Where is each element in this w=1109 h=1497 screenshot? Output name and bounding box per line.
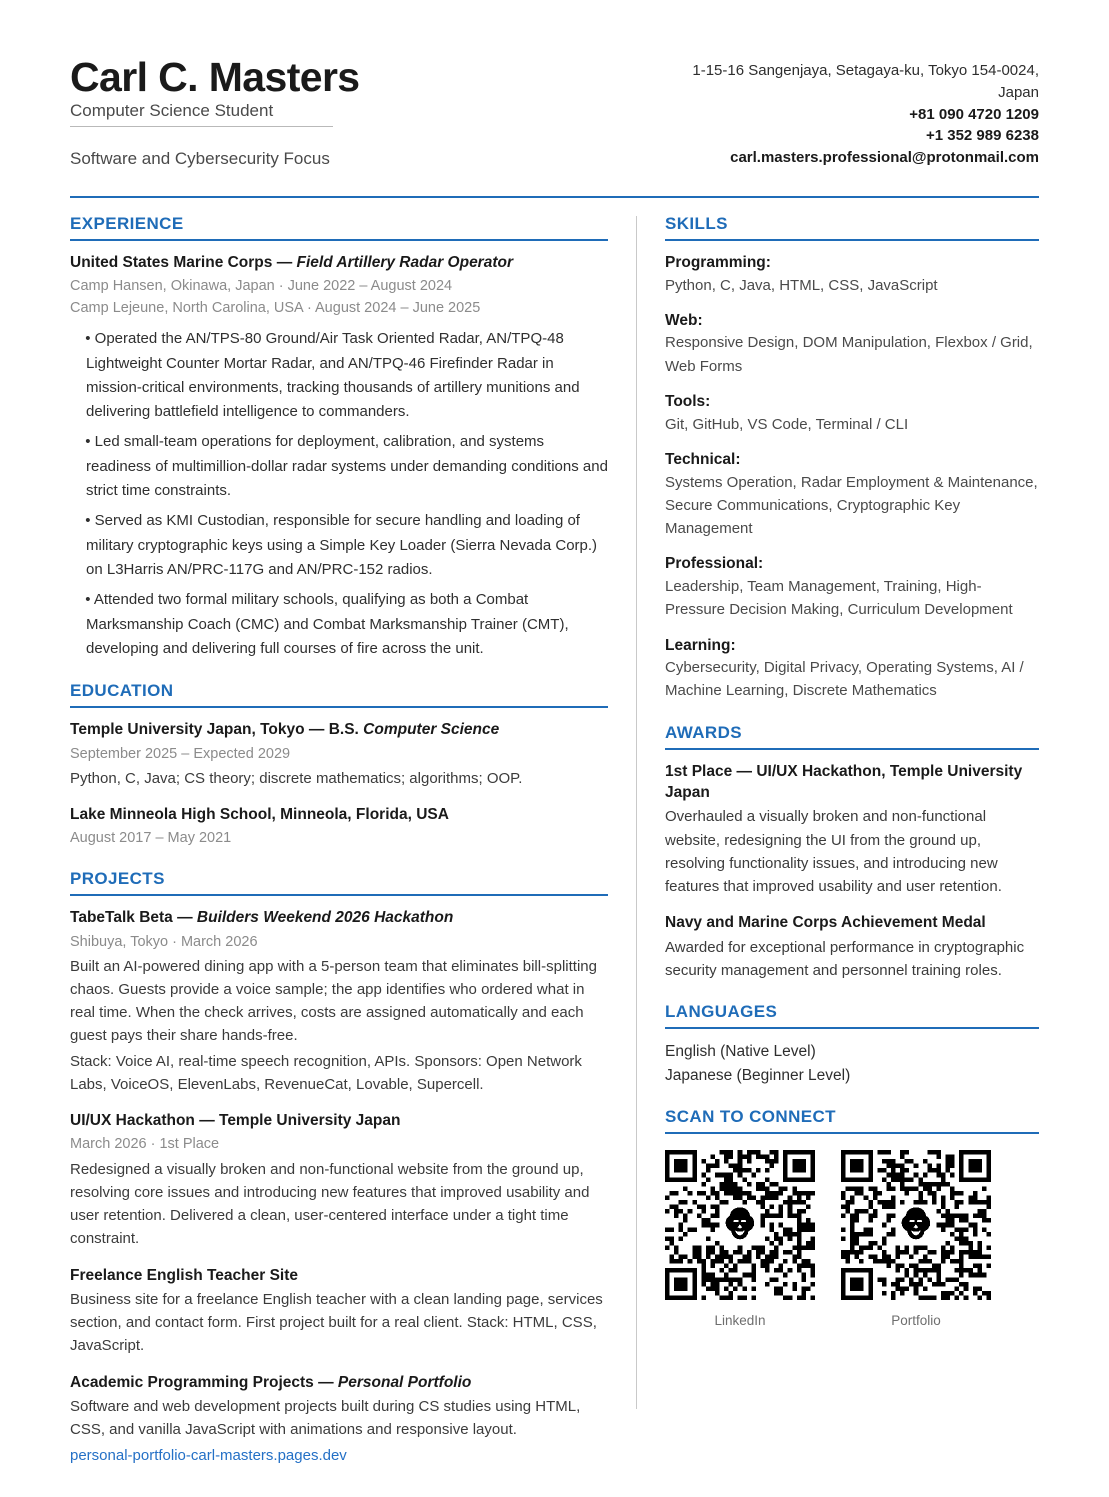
skill-group-tools [665,391,1039,436]
list-item: • Attended two formal military schools, qualifying as both a Combat Marksmanship Coach (CMC) and Combat Marksmanship Trainer (CMT), developing and delivering full courses of fire across the unit. [85,591,569,657]
skill-group-technical [665,449,1039,540]
education-entry [70,804,608,849]
education-school: Temple University Japan, Tokyo — B.S. [70,721,364,739]
education-entry [70,719,608,790]
project-name: Academic Programming Projects — [70,1373,338,1391]
experience-entry-title [70,252,608,273]
education-school: Lake Minneola High School, Minneola, Florida, USA [70,805,449,823]
section-heading-projects: PROJECTS [70,869,608,896]
skill-label: Tools: [665,392,711,410]
section-heading-scan-to-connect: SCAN TO CONNECT [665,1107,1039,1134]
resume-header [70,52,1039,170]
contact-address-line1: 1-15-16 Sangenjaya, Setagaya-ku, Tokyo 154-0024, [692,62,1039,79]
section-education [70,681,608,849]
experience-location-dates-2: Camp Lejeune, North Carolina, USA · August 2024 – June 2025 [70,300,481,317]
page-title: Carl C. Masters [70,54,360,100]
project-name: TabeTalk Beta — [70,909,197,927]
experience-bullet-list [70,327,608,661]
project-description: Business site for a freelance English teacher with a clean landing page, services section, and contact form. First project built for a real client. Stack: HTML, CSS, JavaScript. [70,1290,603,1355]
skill-group-professional [665,553,1039,621]
skill-value: Cybersecurity, Digital Privacy, Operating Systems, AI / Machine Learning, Discrete Mathematics [665,659,1024,700]
education-entry-title [70,804,608,825]
skill-label: Learning: [665,636,736,654]
project-name: Freelance English Teacher Site [70,1266,298,1284]
project-location-date: Shibuya, Tokyo · March 2026 [70,933,258,950]
section-heading-experience: EXPERIENCE [70,214,608,241]
project-stack: Stack: Voice AI, real-time speech recognition, APIs. Sponsors: Open Network Labs, VoiceOS, ElevenLabs, RevenueCat, Lovable, Supercell. [70,1052,582,1093]
award-entry [665,761,1039,899]
resume-body [70,198,1039,1467]
section-heading-languages: LANGUAGES [665,1002,1039,1029]
skill-group-programming [665,252,1039,297]
award-description: Awarded for exceptional performance in cryptographic security management and personnel training roles. [665,938,1025,980]
skill-label: Web: [665,311,703,329]
project-description: Redesigned a visually broken and non-functional website from the ground up, resolving core issues and introducing new features that improved usability and user retention. Delivered a clean, user-centered interface under a tight time constraint. [70,1160,590,1248]
section-scan-to-connect [665,1107,1039,1328]
section-heading-education: EDUCATION [70,681,608,708]
experience-employer: United States Marine Corps — [70,253,297,271]
skill-value: Python, C, Java, HTML, CSS, JavaScript [665,276,938,294]
section-heading-skills: SKILLS [665,214,1039,241]
list-item: • Operated the AN/TPS-80 Ground/Air Task Oriented Radar, AN/TPQ-48 Lightweight Counter Mortar Radar, and AN/TPQ-46 Firefinder Radar in mission-critical environments, tracking thousands of artillery munitions and delivering battlefield intelligence to commanders. [85,330,580,421]
award-description: Overhauled a visually broken and non-functional website, redesigning the UI from the ground up, resolving functionality issues, and introducing new features that improved usability and user retention. [665,808,1002,896]
section-projects [70,869,608,1467]
skill-label: Programming: [665,253,771,271]
skill-value: Leadership, Team Management, Training, High-Pressure Decision Making, Curriculum Development [665,578,1013,619]
contact-phone-us[interactable]: +1 352 989 6238 [925,127,1039,145]
qr-caption: Portfolio [891,1313,941,1329]
section-awards [665,723,1039,983]
project-entry-title [70,907,608,928]
experience-role: Field Artillery Radar Operator [296,253,514,271]
language-item: Japanese (Beginner Level) [665,1066,851,1084]
skill-label: Professional: [665,555,764,573]
qr-cell-portfolio[interactable] [841,1150,991,1328]
contact-phone-jp[interactable]: +81 090 4720 1209 [909,105,1039,123]
award-title: Navy and Marine Corps Achievement Medal [665,914,986,932]
header-focus: Software and Cybersecurity Focus [70,149,330,169]
qr-cell-linkedin[interactable] [665,1150,815,1328]
project-event: Builders Weekend 2026 Hackathon [196,909,454,927]
contact-address-line2: Japan [998,83,1039,101]
skill-value: Git, GitHub, VS Code, Terminal / CLI [665,415,909,433]
project-description: Built an AI-powered dining app with a 5-person team that eliminates bill-splitting chaos. Guests provide a voice sample; the app identifies who ordered what in real time. When the check arrives, costs are assigned automatically and each guest pays their share hands-free. [70,957,597,1045]
list-item: • Led small-team operations for deployment, calibration, and systems readiness of multimillion-dollar radar systems under demanding conditions and strict time constraints. [85,433,608,500]
education-dates: September 2025 – Expected 2029 [70,745,291,762]
skill-value: Responsive Design, DOM Manipulation, Flexbox / Grid, Web Forms [665,334,1033,375]
section-heading-awards: AWARDS [665,723,1039,750]
project-entry [70,1110,608,1250]
project-entry [70,1265,608,1358]
right-column [637,198,1039,1467]
project-entry-title [70,1372,608,1393]
qr-code-row [665,1150,1039,1328]
project-location-date: March 2026 · 1st Place [70,1136,220,1153]
skill-label: Technical: [665,450,741,468]
education-coursework: Python, C, Java; CS theory; discrete mathematics; algorithms; OOP. [70,769,523,787]
skill-group-learning [665,635,1039,703]
qr-code-linkedin-icon[interactable] [665,1150,815,1300]
contact-email[interactable]: carl.masters.professional@protonmail.com [730,149,1039,166]
qr-code-portfolio-icon[interactable] [841,1150,991,1300]
project-entry-title [70,1265,608,1286]
qr-caption: LinkedIn [714,1313,766,1329]
award-entry [665,912,1039,982]
education-dates: August 2017 – May 2021 [70,830,232,847]
education-entry-title [70,719,608,740]
award-title: 1st Place — UI/UX Hackathon, Temple University Japan [665,762,1023,802]
portfolio-link[interactable]: personal-portfolio-carl-masters.pages.dev [70,1446,347,1464]
language-item: English (Native Level) [665,1043,816,1061]
header-identity [70,52,360,170]
project-subtitle: Personal Portfolio [337,1373,472,1391]
header-contact [692,52,1039,169]
list-item: • Served as KMI Custodian, responsible for secure handling and loading of military cryptographic keys using a Simple Key Loader (Sierra Nevada Corp.) on L3Harris AN/PRC-117G and AN/PRC-152 radios. [85,512,598,578]
project-entry [70,1372,608,1467]
project-entry-title [70,1110,608,1131]
header-subtitle: Computer Science Student [70,101,333,127]
project-entry [70,907,608,1096]
section-skills [665,214,1039,703]
project-name: UI/UX Hackathon — Temple University Japan [70,1112,401,1130]
section-experience [70,214,608,661]
skill-group-web [665,310,1039,378]
project-description: Software and web development projects built during CS studies using HTML, CSS, and vanilla JavaScript with animations and responsive layout. [70,1398,581,1439]
education-degree: Computer Science [363,721,500,739]
left-column [70,198,636,1467]
section-languages [665,1002,1039,1087]
experience-location-dates-1: Camp Hansen, Okinawa, Japan · June 2022 – August 2024 [70,278,453,295]
experience-entry [70,252,608,661]
skill-value: Systems Operation, Radar Employment & Maintenance, Secure Communications, Cryptographic Key Management [665,473,1038,538]
